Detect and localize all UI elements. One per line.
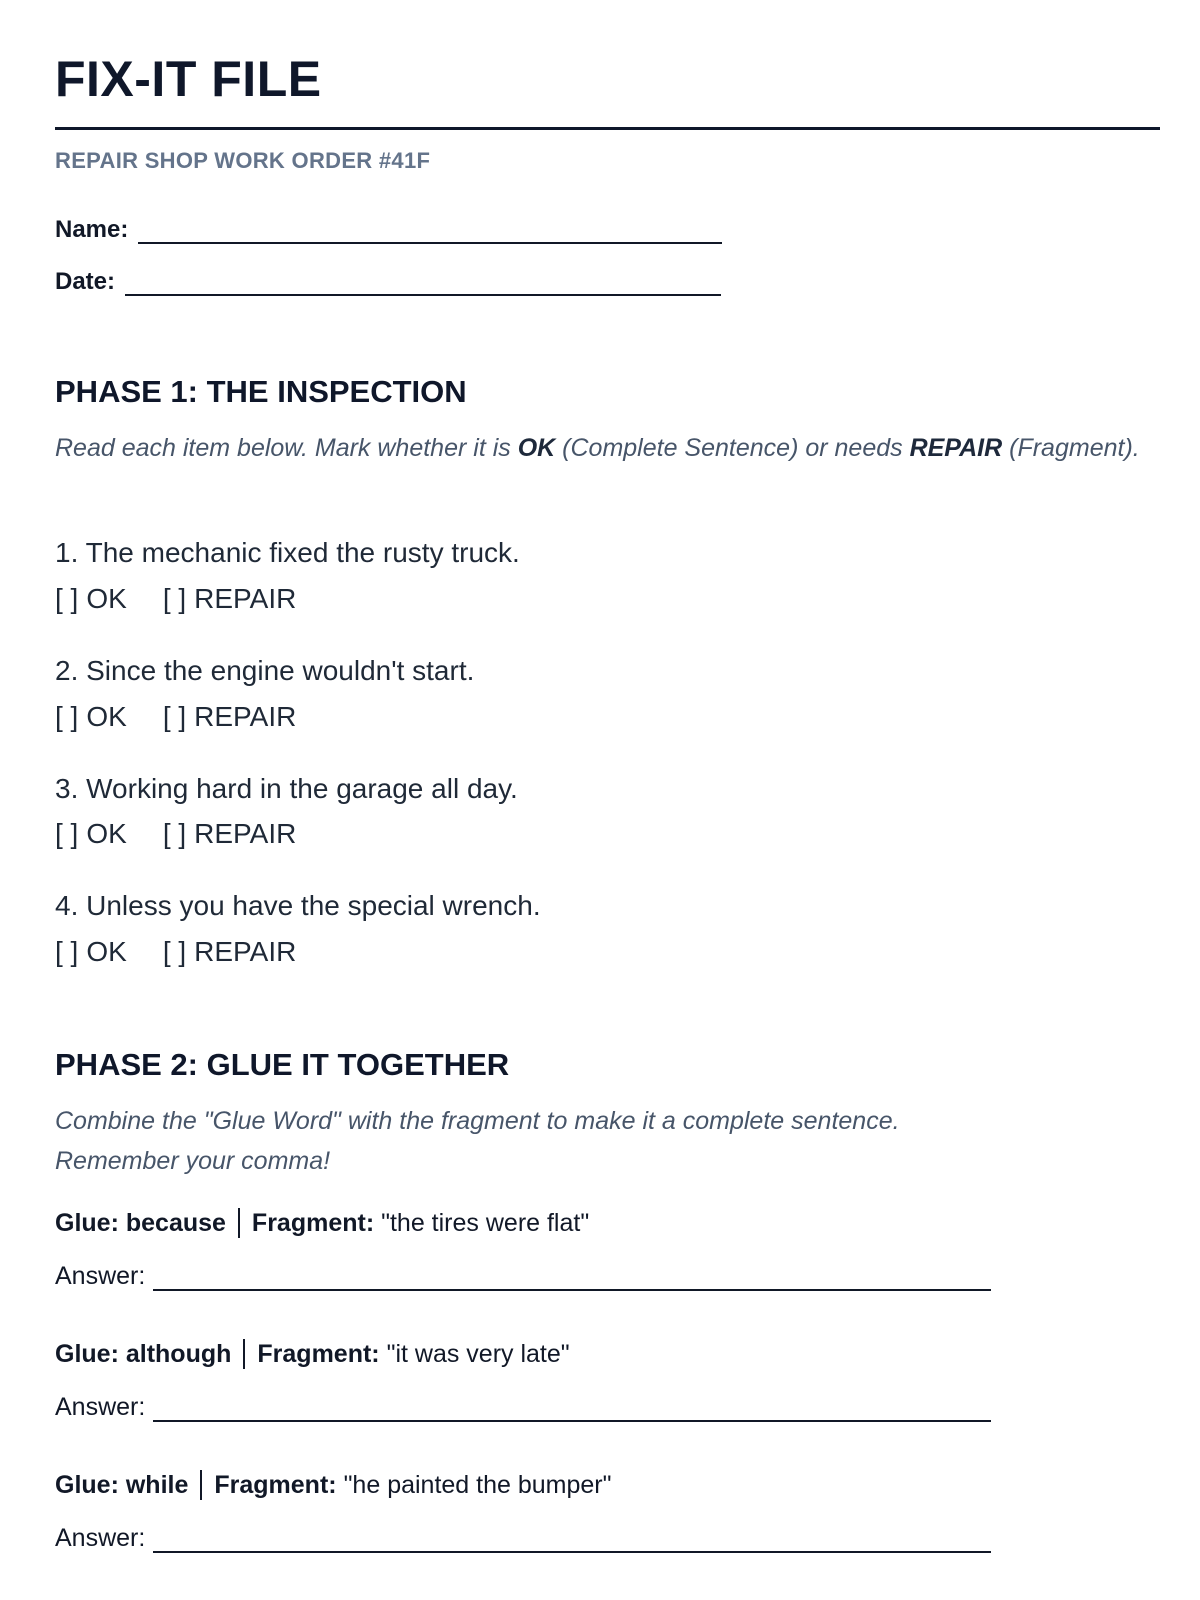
q4-ok-label: OK	[86, 936, 127, 967]
glue-divider	[200, 1470, 202, 1500]
glue-label: Glue:	[55, 1470, 119, 1499]
date-input-line[interactable]	[125, 272, 721, 296]
answer-row-3	[55, 1524, 991, 1553]
question-2-options	[55, 701, 296, 733]
q4-repair-label: REPAIR	[194, 936, 297, 967]
q1-ok-label: OK	[86, 583, 127, 614]
name-field-row	[55, 216, 722, 244]
q4-ok-box: [ ]	[55, 936, 79, 967]
page-title: FIX-IT FILE	[55, 51, 322, 107]
question-1: 1. The mechanic fixed the rusty truck.	[55, 537, 520, 568]
glue-word: because	[125, 1208, 226, 1237]
q3-ok-box: [ ]	[55, 818, 79, 849]
glue-label: Glue:	[55, 1339, 119, 1368]
glue-word: while	[125, 1470, 189, 1499]
fragment-label: Fragment:	[257, 1339, 380, 1368]
phase1-title: PHASE 1: THE INSPECTION	[55, 374, 467, 409]
name-label: Name:	[55, 216, 129, 243]
question-3: 3. Working hard in the garage all day.	[55, 773, 518, 804]
fragment-text: "he painted the bumper"	[343, 1470, 612, 1499]
fragment-label: Fragment:	[214, 1470, 337, 1499]
title-divider	[55, 127, 1160, 130]
phase2-title: PHASE 2: GLUE IT TOGETHER	[55, 1047, 510, 1082]
q3-ok-label: OK	[86, 818, 127, 849]
answer-label: Answer:	[55, 1524, 146, 1552]
q3-repair-checkbox[interactable]	[163, 818, 297, 850]
work-order-subtitle: REPAIR SHOP WORK ORDER #41F	[55, 148, 431, 173]
question-4: 4. Unless you have the special wrench.	[55, 890, 541, 921]
answer-label: Answer:	[55, 1393, 146, 1421]
glue-divider	[238, 1208, 240, 1238]
answer-input-line[interactable]	[153, 1267, 991, 1291]
answer-input-line[interactable]	[153, 1398, 991, 1422]
q2-repair-box: [ ]	[162, 701, 187, 732]
phase1-instruction	[55, 428, 1160, 468]
answer-label: Answer:	[55, 1262, 146, 1290]
q2-ok-box: [ ]	[55, 701, 79, 732]
q2-repair-label: REPAIR	[194, 701, 297, 732]
question-3-options	[55, 818, 296, 850]
q1-repair-box: [ ]	[162, 583, 187, 614]
glue-word: although	[125, 1339, 232, 1368]
phase1-instruction-part5: (Fragment).	[1002, 434, 1140, 462]
q2-repair-checkbox[interactable]	[163, 701, 297, 733]
glue-item-3	[55, 1470, 612, 1500]
fragment-text: "the tires were flat"	[381, 1208, 590, 1237]
glue-label: Glue:	[55, 1208, 119, 1237]
glue-divider	[243, 1339, 245, 1369]
answer-row-1	[55, 1262, 991, 1291]
answer-row-2	[55, 1393, 991, 1422]
q2-ok-label: OK	[86, 701, 127, 732]
question-4-options	[55, 936, 296, 968]
answer-input-line[interactable]	[153, 1529, 991, 1553]
q1-ok-box: [ ]	[55, 583, 79, 614]
question-1-options	[55, 583, 296, 615]
date-field-row	[55, 268, 721, 296]
q1-ok-checkbox[interactable]	[55, 583, 127, 615]
fragment-label: Fragment:	[251, 1208, 375, 1237]
phase1-instruction-ok: OK	[517, 434, 556, 462]
date-label: Date:	[55, 268, 116, 295]
q3-ok-checkbox[interactable]	[55, 818, 127, 850]
phase2-instruction-line1: Combine the "Glue Word" with the fragment to make it a complete sentence.	[55, 1107, 900, 1135]
q3-repair-box: [ ]	[162, 818, 187, 849]
q4-repair-checkbox[interactable]	[163, 936, 297, 968]
q2-ok-checkbox[interactable]	[55, 701, 127, 733]
phase2-instruction	[55, 1101, 1160, 1181]
fragment-text: "it was very late"	[386, 1339, 570, 1368]
phase1-instruction-part1: Read each item below. Mark whether it is	[55, 434, 518, 462]
phase1-instruction-part3: (Complete Sentence) or needs	[555, 434, 910, 462]
q4-repair-box: [ ]	[162, 936, 187, 967]
q1-repair-checkbox[interactable]	[163, 583, 297, 615]
q1-repair-label: REPAIR	[194, 583, 297, 614]
q3-repair-label: REPAIR	[194, 818, 297, 849]
q4-ok-checkbox[interactable]	[55, 936, 127, 968]
name-input-line[interactable]	[138, 220, 722, 244]
glue-item-2	[55, 1339, 570, 1369]
glue-item-1	[55, 1208, 589, 1238]
question-2: 2. Since the engine wouldn't start.	[55, 655, 475, 686]
phase1-instruction-repair: REPAIR	[909, 434, 1003, 462]
phase2-instruction-line2: Remember your comma!	[55, 1147, 331, 1175]
